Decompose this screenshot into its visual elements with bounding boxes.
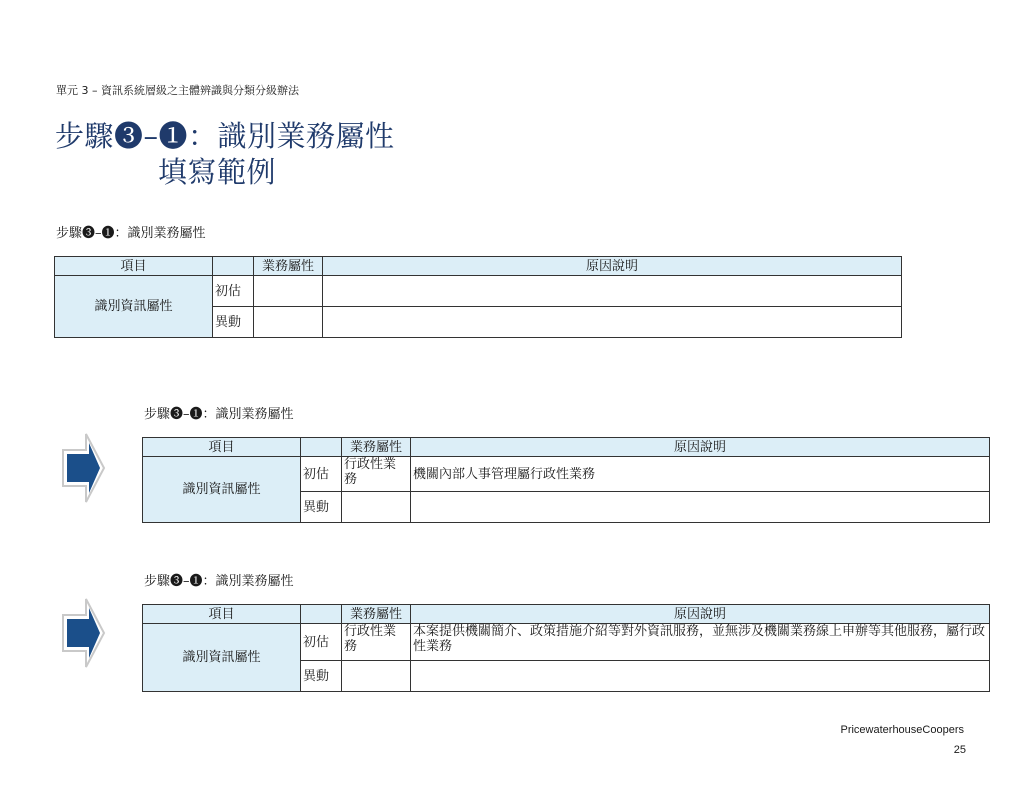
header-reason: 原因說明: [411, 605, 990, 624]
attribute-table-template: [54, 256, 902, 338]
table-row: [55, 276, 902, 307]
attr-cell: [254, 307, 323, 338]
attribute-table-example-1: [142, 437, 990, 523]
right-arrow-icon: [58, 430, 106, 506]
header-item: 項目: [55, 257, 213, 276]
page-title: 步驟❸–❶：識別業務屬性: [55, 119, 395, 153]
table-row: [143, 624, 990, 661]
page-number: 25: [953, 744, 966, 756]
item-name-cell: 識別資訊屬性: [55, 276, 213, 338]
attribute-table-example-2: [142, 604, 990, 692]
header-reason: 原因說明: [411, 438, 990, 457]
stage-cell: 初估: [301, 624, 342, 661]
reason-cell: [411, 661, 990, 692]
stage-cell: 初估: [213, 276, 254, 307]
page-subtitle: 填寫範例: [158, 155, 277, 189]
header-item: 項目: [143, 605, 301, 624]
attr-cell: [342, 661, 411, 692]
table-header-row: [143, 605, 990, 624]
stage-cell: 異動: [301, 492, 342, 523]
reason-cell: [323, 307, 902, 338]
header-attr: 業務屬性: [342, 438, 411, 457]
header-attr: 業務屬性: [254, 257, 323, 276]
header-blank: [213, 257, 254, 276]
section-label-2: 步驟❸–❶：識別業務屬性: [144, 407, 294, 422]
stage-cell: 異動: [213, 307, 254, 338]
reason-cell: 本案提供機關簡介、政策措施介紹等對外資訊服務，並無涉及機關業務線上申辦等其他服務，屬行政性業務: [411, 624, 990, 661]
footer-brand: PricewaterhouseCoopers: [840, 724, 964, 736]
attr-cell: 行政性業務: [342, 624, 411, 661]
stage-cell: 異動: [301, 661, 342, 692]
section-label-3: 步驟❸–❶：識別業務屬性: [144, 574, 294, 589]
header-blank: [301, 605, 342, 624]
item-name-cell: 識別資訊屬性: [143, 457, 301, 523]
stage-cell: 初估: [301, 457, 342, 492]
attr-cell: [254, 276, 323, 307]
table-row: [143, 457, 990, 492]
reason-cell: [411, 492, 990, 523]
header-blank: [301, 438, 342, 457]
reason-cell: 機關內部人事管理屬行政性業務: [411, 457, 990, 492]
unit-line: 單元 3 – 資訊系統層級之主體辨識與分類分級辦法: [56, 84, 299, 97]
right-arrow-icon: [58, 595, 106, 671]
section-label-1: 步驟❸–❶：識別業務屬性: [56, 226, 206, 241]
item-name-cell: 識別資訊屬性: [143, 624, 301, 692]
header-item: 項目: [143, 438, 301, 457]
table-header-row: [55, 257, 902, 276]
attr-cell: 行政性業務: [342, 457, 411, 492]
attr-cell: [342, 492, 411, 523]
table-header-row: [143, 438, 990, 457]
reason-cell: [323, 276, 902, 307]
header-reason: 原因說明: [323, 257, 902, 276]
header-attr: 業務屬性: [342, 605, 411, 624]
